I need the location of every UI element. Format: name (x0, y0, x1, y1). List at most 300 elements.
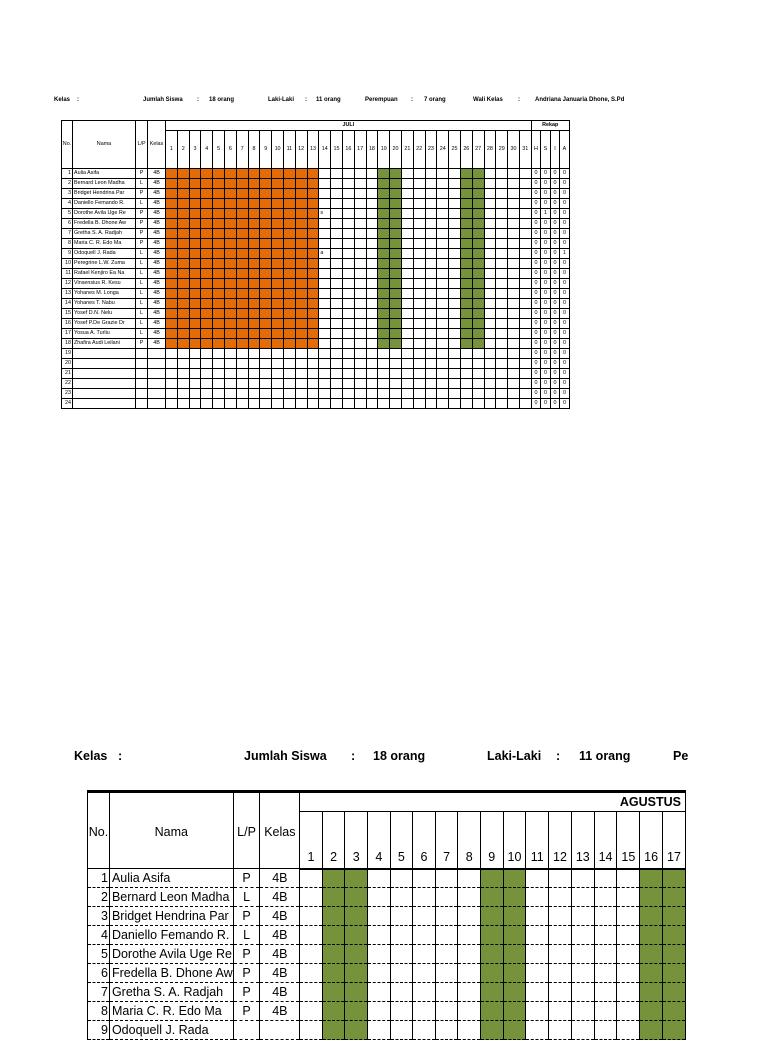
attendance-cell[interactable] (663, 888, 686, 907)
attendance-cell[interactable] (503, 926, 526, 945)
day-number: 15 (617, 812, 640, 869)
day-number: 12 (549, 812, 572, 869)
student-class[interactable]: 4B (148, 219, 166, 229)
attendance-cell[interactable] (435, 964, 458, 983)
rekap-value: 0 (560, 279, 570, 289)
student-gender[interactable]: L (136, 259, 148, 269)
attendance-cell[interactable] (549, 964, 572, 983)
student-name[interactable]: Bridget Hendrina Par (109, 907, 233, 926)
student-name[interactable]: Aulia Asifa (109, 869, 233, 888)
class-info-header-august (0, 749, 768, 769)
attendance-cell[interactable] (663, 983, 686, 1002)
rekap-value: 0 (541, 229, 551, 239)
student-gender[interactable]: L (233, 888, 260, 907)
attendance-cell[interactable] (571, 964, 594, 983)
student-name[interactable]: Rafael Kenjiro Ea Na (73, 269, 136, 279)
attendance-cell[interactable] (663, 964, 686, 983)
attendance-cell[interactable] (571, 1021, 594, 1040)
attendance-cell[interactable] (300, 945, 323, 964)
attendance-cell[interactable] (503, 907, 526, 926)
colon: : (518, 97, 520, 103)
student-gender[interactable]: L (136, 309, 148, 319)
rekap-value: 0 (541, 359, 551, 369)
rekap-value: 0 (560, 259, 570, 269)
attendance-cell[interactable] (322, 964, 345, 983)
attendance-cell[interactable] (526, 964, 549, 983)
attendance-cell[interactable] (594, 983, 617, 1002)
attendance-cell[interactable]: s (319, 209, 331, 219)
attendance-cell[interactable] (435, 888, 458, 907)
attendance-cell[interactable] (368, 1021, 391, 1040)
student-class[interactable]: 4B (148, 259, 166, 269)
student-class[interactable]: 4B (148, 279, 166, 289)
attendance-cell[interactable] (663, 926, 686, 945)
student-gender[interactable] (233, 1021, 260, 1040)
attendance-cell[interactable] (549, 1002, 572, 1021)
student-name[interactable]: Gretha S. A. Radjah (73, 229, 136, 239)
rekap-value: 0 (560, 289, 570, 299)
attendance-cell[interactable] (413, 945, 436, 964)
attendance-cell[interactable] (617, 964, 640, 983)
attendance-cell[interactable] (300, 869, 323, 888)
student-name[interactable]: Peregrine L.W. Zuma (73, 259, 136, 269)
attendance-cell[interactable] (322, 926, 345, 945)
student-name[interactable]: Dorothe Avila Uge Re (73, 209, 136, 219)
student-gender[interactable]: P (233, 907, 260, 926)
jumlah-siswa-value: 18 orang (209, 97, 235, 103)
student-class[interactable]: 4B (260, 926, 300, 945)
rekap-value: 0 (550, 179, 560, 189)
attendance-cell[interactable] (458, 964, 481, 983)
attendance-cell[interactable] (617, 983, 640, 1002)
attendance-cell[interactable] (413, 926, 436, 945)
student-class[interactable]: 4B (260, 983, 300, 1002)
student-class[interactable]: 4B (260, 888, 300, 907)
student-name[interactable]: Dorothe Avila Uge Re (109, 945, 233, 964)
attendance-cell[interactable] (435, 1002, 458, 1021)
day-number: 10 (503, 812, 526, 869)
attendance-cell[interactable] (368, 926, 391, 945)
attendance-cell[interactable] (640, 964, 663, 983)
attendance-cell[interactable] (640, 888, 663, 907)
attendance-cell[interactable] (458, 1002, 481, 1021)
student-name[interactable]: Gretha S. A. Radjah (109, 983, 233, 1002)
row-number: 9 (88, 1021, 110, 1040)
attendance-cell[interactable] (300, 926, 323, 945)
attendance-cell[interactable] (322, 888, 345, 907)
student-gender[interactable]: P (136, 219, 148, 229)
row-number: 1 (88, 869, 110, 888)
attendance-cell[interactable] (480, 926, 503, 945)
attendance-cell[interactable] (640, 907, 663, 926)
day-number: 8 (458, 812, 481, 869)
day-number: 30 (508, 131, 520, 169)
attendance-cell[interactable] (368, 869, 391, 888)
attendance-cell[interactable]: a (319, 249, 331, 259)
attendance-cell[interactable] (663, 945, 686, 964)
attendance-cell[interactable] (368, 983, 391, 1002)
rekap-value: 0 (531, 309, 541, 319)
attendance-cell[interactable] (571, 888, 594, 907)
student-name[interactable]: Yosef P.De Grazie Dr (73, 319, 136, 329)
attendance-cell[interactable] (458, 1021, 481, 1040)
rekap-value: 0 (531, 279, 541, 289)
attendance-cell[interactable] (663, 907, 686, 926)
rekap-value: 0 (560, 389, 570, 399)
laki-laki-value: 11 orang (316, 97, 341, 103)
student-gender[interactable]: P (136, 209, 148, 219)
attendance-cell[interactable] (594, 1021, 617, 1040)
attendance-cell[interactable] (640, 1021, 663, 1040)
attendance-cell[interactable] (617, 1002, 640, 1021)
attendance-cell[interactable] (480, 964, 503, 983)
attendance-cell[interactable] (435, 1021, 458, 1040)
attendance-cell[interactable] (435, 869, 458, 888)
student-gender[interactable]: P (233, 869, 260, 888)
attendance-cell[interactable] (549, 907, 572, 926)
attendance-cell[interactable] (571, 1002, 594, 1021)
student-gender[interactable]: P (136, 239, 148, 249)
student-class[interactable]: 4B (148, 199, 166, 209)
day-number: 14 (594, 812, 617, 869)
day-number: 6 (224, 131, 236, 169)
day-number: 13 (571, 812, 594, 869)
student-gender[interactable]: L (136, 269, 148, 279)
student-class[interactable]: 4B (260, 907, 300, 926)
student-name[interactable]: Daniello Femando R. (109, 926, 233, 945)
student-gender[interactable]: P (233, 1002, 260, 1021)
attendance-cell[interactable] (594, 1002, 617, 1021)
attendance-cell[interactable] (390, 1002, 413, 1021)
student-class[interactable] (260, 1021, 300, 1040)
student-class[interactable]: 4B (260, 945, 300, 964)
attendance-cell[interactable] (480, 1002, 503, 1021)
attendance-cell[interactable] (413, 983, 436, 1002)
student-gender[interactable]: P (233, 945, 260, 964)
attendance-cell[interactable] (368, 888, 391, 907)
student-class[interactable]: 4B (148, 289, 166, 299)
row-number: 20 (62, 359, 73, 369)
attendance-cell[interactable] (435, 926, 458, 945)
colon: : (118, 749, 123, 763)
rekap-value: 0 (541, 299, 551, 309)
attendance-cell[interactable] (617, 1021, 640, 1040)
student-class[interactable]: 4B (148, 189, 166, 199)
attendance-cell[interactable] (390, 1021, 413, 1040)
student-class[interactable]: 4B (148, 229, 166, 239)
student-gender[interactable]: L (136, 329, 148, 339)
attendance-cell[interactable] (435, 945, 458, 964)
rekap-col-header: H (531, 131, 541, 169)
attendance-cell[interactable] (640, 945, 663, 964)
attendance-cell[interactable] (503, 945, 526, 964)
student-name[interactable]: Bridget Hendrina Par (73, 189, 136, 199)
student-class[interactable]: 4B (148, 249, 166, 259)
attendance-cell[interactable] (368, 945, 391, 964)
student-name[interactable]: Aulia Asifa (73, 169, 136, 179)
attendance-cell[interactable] (322, 945, 345, 964)
attendance-cell[interactable] (390, 945, 413, 964)
attendance-cell[interactable] (300, 1002, 323, 1021)
student-name[interactable]: Yosef D.N. Nelu (73, 309, 136, 319)
day-number: 2 (177, 131, 189, 169)
attendance-cell[interactable] (300, 1021, 323, 1040)
student-name[interactable]: Daniello Femando R. (73, 199, 136, 209)
day-number: 14 (319, 131, 331, 169)
attendance-cell[interactable] (526, 888, 549, 907)
student-class[interactable]: 4B (148, 169, 166, 179)
attendance-cell[interactable] (571, 926, 594, 945)
attendance-cell[interactable] (322, 869, 345, 888)
attendance-cell[interactable] (617, 888, 640, 907)
attendance-cell[interactable] (617, 926, 640, 945)
student-class[interactable]: 4B (148, 309, 166, 319)
rekap-value: 0 (550, 279, 560, 289)
attendance-cell[interactable] (390, 869, 413, 888)
attendance-cell[interactable] (345, 907, 368, 926)
attendance-table-august (87, 790, 686, 1040)
attendance-cell[interactable] (571, 945, 594, 964)
student-name[interactable]: Fredella B. Dhone Aw (73, 219, 136, 229)
student-gender[interactable]: L (136, 179, 148, 189)
attendance-cell[interactable] (345, 888, 368, 907)
attendance-cell[interactable] (435, 907, 458, 926)
rekap-value: 0 (560, 369, 570, 379)
rekap-value: 0 (560, 239, 570, 249)
student-gender[interactable]: L (136, 299, 148, 309)
student-class[interactable]: 4B (148, 179, 166, 189)
student-name[interactable]: Yosua A. Turliu (73, 329, 136, 339)
row-number: 2 (88, 888, 110, 907)
attendance-cell[interactable] (503, 888, 526, 907)
attendance-cell[interactable] (345, 926, 368, 945)
laki-laki-label: Laki-Laki (268, 97, 295, 103)
attendance-cell[interactable] (390, 964, 413, 983)
attendance-cell[interactable] (300, 888, 323, 907)
rekap-value: 0 (541, 179, 551, 189)
student-name[interactable]: Maria C. R. Edo Ma (109, 1002, 233, 1021)
attendance-cell[interactable] (640, 869, 663, 888)
row-number: 17 (62, 329, 73, 339)
rekap-value: 0 (560, 189, 570, 199)
rekap-value: 0 (550, 229, 560, 239)
day-number: 3 (345, 812, 368, 869)
student-class[interactable]: 4B (148, 239, 166, 249)
rekap-value: 0 (531, 269, 541, 279)
attendance-cell[interactable] (526, 926, 549, 945)
attendance-cell[interactable] (413, 888, 436, 907)
rekap-value: 0 (560, 349, 570, 359)
student-gender[interactable]: P (233, 964, 260, 983)
student-gender[interactable]: P (136, 339, 148, 349)
student-gender[interactable]: L (136, 199, 148, 209)
attendance-cell[interactable] (594, 926, 617, 945)
rekap-value: 0 (550, 349, 560, 359)
attendance-cell[interactable] (594, 964, 617, 983)
student-class[interactable]: 4B (260, 1002, 300, 1021)
student-class[interactable]: 4B (148, 339, 166, 349)
student-class[interactable]: 4B (148, 209, 166, 219)
attendance-cell[interactable] (390, 926, 413, 945)
student-name[interactable]: Bernard Leon Madha (109, 888, 233, 907)
attendance-cell[interactable] (480, 869, 503, 888)
rekap-value: 0 (541, 289, 551, 299)
student-gender[interactable]: L (136, 319, 148, 329)
attendance-cell[interactable] (322, 1002, 345, 1021)
attendance-cell[interactable] (549, 869, 572, 888)
attendance-cell[interactable] (413, 869, 436, 888)
student-name[interactable]: Odoquell J. Rada (73, 249, 136, 259)
student-name[interactable]: Fredella B. Dhone Aw (109, 964, 233, 983)
attendance-cell[interactable] (322, 983, 345, 1002)
attendance-cell[interactable] (571, 983, 594, 1002)
attendance-cell[interactable] (413, 964, 436, 983)
attendance-cell[interactable] (640, 926, 663, 945)
rekap-value: 0 (560, 179, 570, 189)
attendance-cell[interactable] (345, 983, 368, 1002)
attendance-cell[interactable] (503, 964, 526, 983)
attendance-cell[interactable] (503, 869, 526, 888)
attendance-cell[interactable] (458, 926, 481, 945)
attendance-cell[interactable] (549, 1021, 572, 1040)
attendance-cell[interactable] (413, 1021, 436, 1040)
attendance-cell[interactable] (549, 945, 572, 964)
student-gender[interactable]: L (233, 926, 260, 945)
attendance-cell[interactable] (322, 1021, 345, 1040)
row-number: 2 (62, 179, 73, 189)
attendance-cell[interactable] (617, 907, 640, 926)
attendance-cell[interactable] (458, 869, 481, 888)
attendance-cell[interactable] (480, 888, 503, 907)
student-name[interactable]: Maria C. R. Edo Ma (73, 239, 136, 249)
attendance-cell[interactable] (503, 983, 526, 1002)
rekap-value: 0 (550, 289, 560, 299)
student-gender[interactable]: L (136, 249, 148, 259)
attendance-cell[interactable] (549, 888, 572, 907)
day-number: 28 (484, 131, 496, 169)
attendance-cell[interactable] (480, 945, 503, 964)
student-gender[interactable]: L (136, 289, 148, 299)
student-name[interactable]: Yohanes M. Longa (73, 289, 136, 299)
attendance-cell[interactable] (663, 1002, 686, 1021)
attendance-cell[interactable] (480, 983, 503, 1002)
attendance-cell[interactable] (617, 869, 640, 888)
attendance-cell[interactable] (526, 945, 549, 964)
attendance-cell[interactable] (526, 907, 549, 926)
student-class[interactable]: 4B (148, 269, 166, 279)
student-class[interactable]: 4B (148, 299, 166, 309)
attendance-cell[interactable] (549, 926, 572, 945)
student-gender[interactable]: L (136, 279, 148, 289)
student-class[interactable]: 4B (260, 869, 300, 888)
attendance-cell[interactable] (526, 1021, 549, 1040)
attendance-cell[interactable] (345, 945, 368, 964)
attendance-cell[interactable] (503, 1002, 526, 1021)
student-name[interactable]: Zhafira Audi Leilani (73, 339, 136, 349)
attendance-cell[interactable] (300, 964, 323, 983)
student-gender[interactable]: P (233, 983, 260, 1002)
attendance-cell[interactable] (617, 945, 640, 964)
attendance-cell[interactable] (571, 869, 594, 888)
attendance-cell[interactable] (594, 945, 617, 964)
jumlah-siswa-label: Jumlah Siswa (244, 749, 327, 763)
row-number: 6 (62, 219, 73, 229)
attendance-cell[interactable] (480, 907, 503, 926)
attendance-cell[interactable] (390, 983, 413, 1002)
day-number: 4 (368, 812, 391, 869)
wali-kelas-value: Andriana Januaria Dhone, S.Pd (535, 97, 625, 103)
attendance-cell[interactable] (390, 907, 413, 926)
rekap-value: 0 (531, 259, 541, 269)
row-number: 12 (62, 279, 73, 289)
attendance-cell[interactable] (458, 945, 481, 964)
attendance-cell[interactable] (368, 907, 391, 926)
rekap-value: 0 (531, 389, 541, 399)
day-number: 5 (390, 812, 413, 869)
student-row (88, 964, 686, 983)
rekap-value: 0 (550, 169, 560, 179)
attendance-cell[interactable] (458, 888, 481, 907)
attendance-cell[interactable] (571, 907, 594, 926)
student-class[interactable]: 4B (148, 319, 166, 329)
attendance-cell[interactable] (526, 983, 549, 1002)
student-name[interactable]: Bernard Leon Madha (73, 179, 136, 189)
attendance-cell[interactable] (322, 907, 345, 926)
attendance-cell[interactable] (345, 1021, 368, 1040)
attendance-cell[interactable] (345, 869, 368, 888)
attendance-cell[interactable] (594, 869, 617, 888)
attendance-cell[interactable] (368, 964, 391, 983)
attendance-cell[interactable] (503, 1021, 526, 1040)
student-class[interactable]: 4B (148, 329, 166, 339)
student-class[interactable]: 4B (260, 964, 300, 983)
wali-kelas-label: Wali Kelas (473, 97, 503, 103)
student-gender[interactable]: P (136, 229, 148, 239)
attendance-cell[interactable] (663, 869, 686, 888)
attendance-cell[interactable] (413, 907, 436, 926)
rekap-value: 0 (531, 349, 541, 359)
attendance-cell[interactable] (300, 907, 323, 926)
attendance-cell[interactable] (594, 907, 617, 926)
attendance-cell[interactable] (435, 983, 458, 1002)
day-number: 7 (435, 812, 458, 869)
attendance-cell[interactable] (640, 983, 663, 1002)
attendance-cell[interactable] (526, 869, 549, 888)
student-gender[interactable]: P (136, 189, 148, 199)
attendance-cell[interactable] (458, 983, 481, 1002)
student-name[interactable]: Vinsensius R. Kesu (73, 279, 136, 289)
student-gender[interactable]: P (136, 169, 148, 179)
attendance-cell[interactable] (345, 1002, 368, 1021)
attendance-cell[interactable] (526, 1002, 549, 1021)
attendance-cell[interactable] (480, 1021, 503, 1040)
student-name[interactable]: Odoquell J. Rada (109, 1021, 233, 1040)
attendance-cell[interactable] (640, 1002, 663, 1021)
attendance-cell[interactable] (549, 983, 572, 1002)
attendance-cell[interactable] (663, 1021, 686, 1040)
attendance-cell[interactable] (300, 983, 323, 1002)
attendance-cell[interactable] (594, 888, 617, 907)
attendance-cell[interactable] (458, 907, 481, 926)
row-number: 22 (62, 379, 73, 389)
student-name[interactable]: Yohanes T. Nabu (73, 299, 136, 309)
row-number: 16 (62, 319, 73, 329)
attendance-cell[interactable] (368, 1002, 391, 1021)
rekap-value: 0 (550, 359, 560, 369)
attendance-cell[interactable] (390, 888, 413, 907)
attendance-cell[interactable] (345, 964, 368, 983)
attendance-cell[interactable] (413, 1002, 436, 1021)
